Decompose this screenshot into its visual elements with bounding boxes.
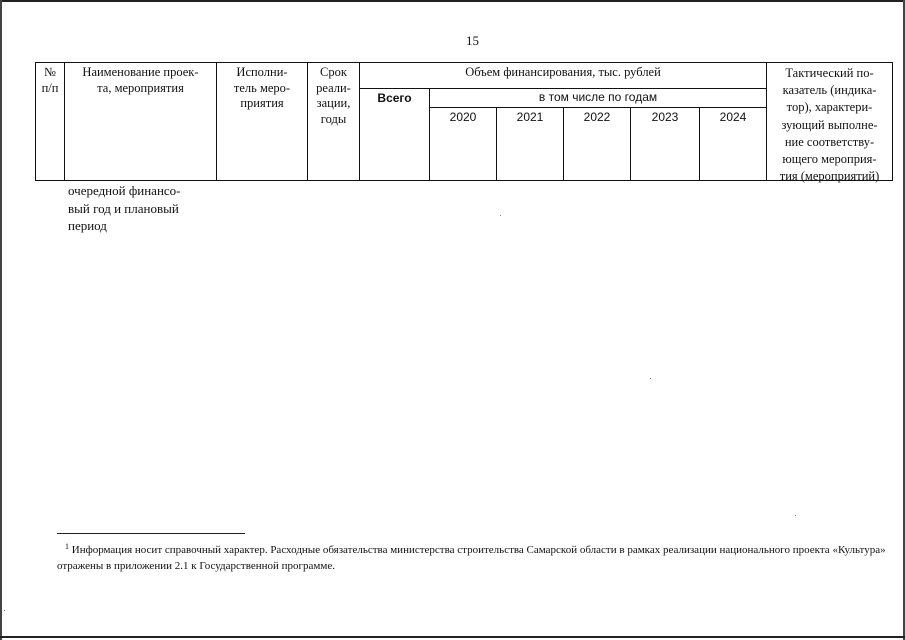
header-term: Срок реали- зации, годы (307, 62, 360, 181)
header-num: № п/п (35, 62, 65, 181)
header-year-2020: 2020 (429, 107, 497, 181)
footnote (57, 542, 889, 574)
footnote-separator (57, 533, 245, 534)
footnote-marker: 1 (65, 542, 69, 551)
scan-speck (795, 515, 796, 516)
header-name: Наименование проек- та, мероприятия (64, 62, 217, 181)
header-year-2023: 2023 (630, 107, 700, 181)
header-year-2022: 2022 (563, 107, 631, 181)
header-indicator: Тактический по- казатель (индика- тор), характери- зующий выполне- ние соответству- ющего мероприя- тия (мероприятий) (766, 62, 893, 181)
scan-speck (4, 610, 5, 611)
header-year-2021: 2021 (496, 107, 564, 181)
scan-edge-bottom (0, 636, 905, 638)
page-number: 15 (466, 33, 479, 48)
scan-edge-left (0, 0, 2, 640)
scan-speck (500, 215, 501, 216)
scan-edge-top (0, 0, 905, 2)
header-funding: Объем финансирования, тыс. рублей (359, 62, 767, 89)
header-year-2024: 2024 (699, 107, 767, 181)
header-total: Всего (359, 88, 430, 181)
continuation-text: очередной финансо- вый год и плановый период (68, 183, 181, 233)
footnote-text: Информация носит справочный характер. Расходные обязательства министерства строительства Самарской области в рамках реализации национального проекта «Культура» отражены в приложении 2.1 к Государственной программе. (57, 544, 886, 572)
header-executor: Исполни- тель меро- приятия (216, 62, 308, 181)
scan-speck (650, 378, 651, 379)
header-by-years: в том числе по годам (429, 88, 767, 108)
